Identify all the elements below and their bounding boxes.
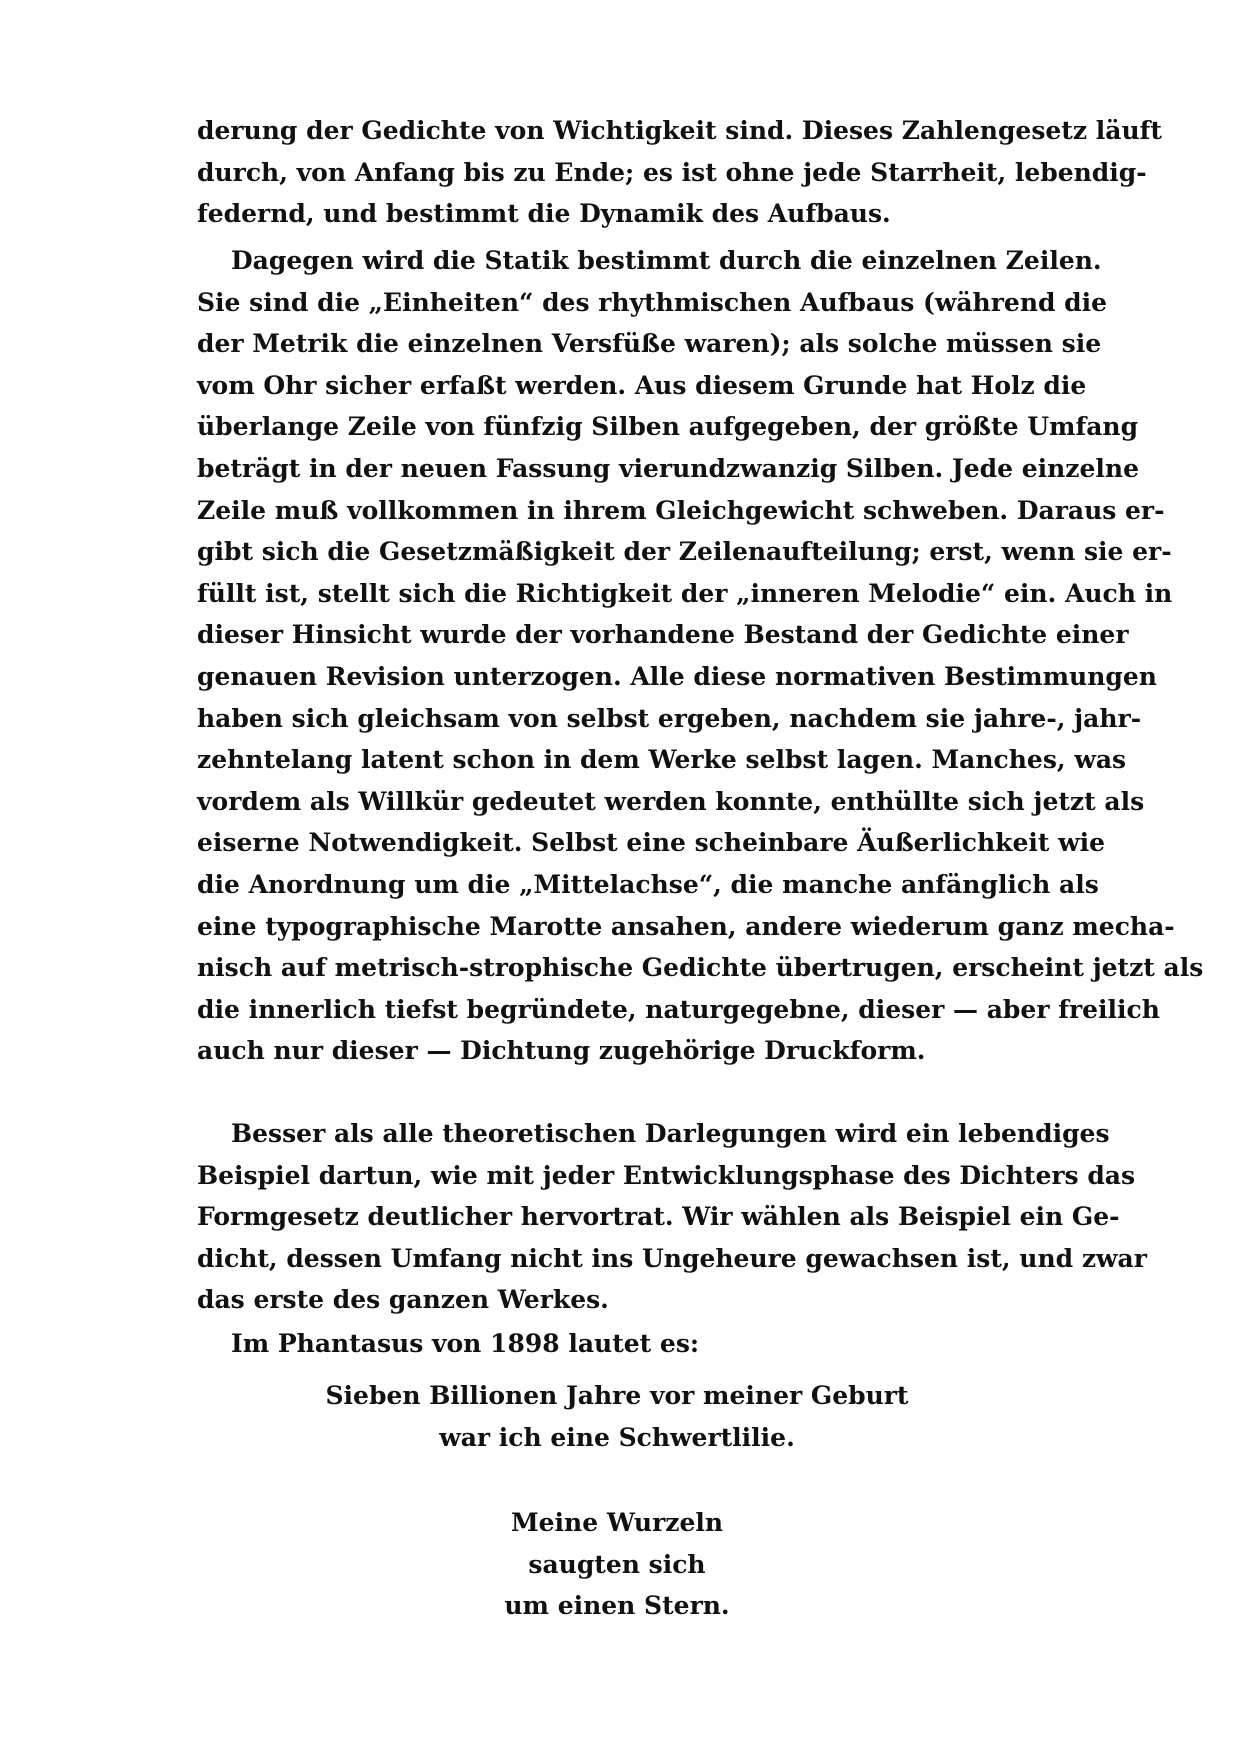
- text-line: nisch auf metrisch-strophische Gedichte übertrugen, erscheint jetzt als: [197, 953, 1204, 983]
- text-line: haben sich gleichsam von selbst ergeben, nachdem sie jahre-, jahr-: [197, 703, 1142, 733]
- text-line: dicht, dessen Umfang nicht ins Ungeheure gewachsen ist, und zwar: [197, 1243, 1147, 1273]
- poem-line: saugten sich: [528, 1549, 706, 1579]
- text-line: der Metrik die einzelnen Versfüße waren); als solche müssen sie: [197, 329, 1102, 359]
- text-line: gibt sich die Gesetzmäßigkeit der Zeilenaufteilung; erst, wenn sie er-: [197, 537, 1172, 567]
- text-line: überlange Zeile von fünfzig Silben aufgegeben, der größte Umfang: [197, 412, 1139, 442]
- poem-stanza-2: [197, 1502, 1037, 1627]
- poem-line: Sieben Billionen Jahre vor meiner Geburt: [325, 1381, 909, 1410]
- text-line: das erste des ganzen Werkes.: [197, 1285, 609, 1315]
- poem-line: war ich eine Schwertlilie.: [439, 1422, 795, 1452]
- text-line: genauen Revision unterzogen. Alle diese normativen Bestimmungen: [197, 661, 1157, 691]
- text-line: Sie sind die „Einheiten“ des rhythmischen Aufbaus (während die: [197, 287, 1108, 317]
- poem-line: um einen Stern.: [504, 1591, 730, 1621]
- poem-stanza-1: [197, 1375, 1037, 1458]
- text-line: füllt ist, stellt sich die Richtigkeit der „inneren Melodie“ ein. Auch in: [197, 578, 1173, 608]
- text-line: auch nur dieser — Dichtung zugehörige Druckform.: [197, 1036, 926, 1066]
- text-line: die innerlich tiefst begründete, naturgegebne, dieser — aber freilich: [197, 994, 1160, 1024]
- text-line: durch, von Anfang bis zu Ende; es ist ohne jede Starrheit, lebendig-: [197, 157, 1147, 187]
- poem-intro: Im Phantasus von 1898 lautet es:: [231, 1329, 700, 1358]
- text-line: zehntelang latent schon in dem Werke selbst lagen. Manches, was: [197, 745, 1127, 775]
- text-line: derung der Gedichte von Wichtigkeit sind. Dieses Zahlengesetz läuft: [197, 116, 1162, 145]
- text-line: Formgesetz deutlicher hervortrat. Wir wählen als Beispiel ein Ge-: [197, 1202, 1120, 1232]
- text-line: beträgt in der neuen Fassung vierundzwanzig Silben. Jede einzelne: [197, 453, 1139, 483]
- paragraph-3: [197, 1113, 1147, 1321]
- text-line: vom Ohr sicher erfaßt werden. Aus diesem Grunde hat Holz die: [197, 370, 1087, 400]
- text-line: die Anordnung um die „Mittelachse“, die manche anfänglich als: [197, 869, 1099, 899]
- paragraph-2: [197, 240, 1204, 1072]
- text-line: vordem als Willkür gedeutet werden konnte, enthüllte sich jetzt als: [197, 786, 1145, 816]
- text-line: federnd, und bestimmt die Dynamik des Aufbaus.: [197, 199, 891, 229]
- paragraph-1: [197, 110, 1162, 235]
- text-line: Besser als alle theoretischen Darlegungen wird ein lebendiges: [231, 1119, 1110, 1148]
- text-line: eiserne Notwendigkeit. Selbst eine scheinbare Äußerlichkeit wie: [197, 828, 1106, 858]
- text-line: Dagegen wird die Statik bestimmt durch die einzelnen Zeilen.: [231, 246, 1102, 275]
- text-line: Zeile muß vollkommen in ihrem Gleichgewicht schweben. Daraus er-: [197, 495, 1165, 525]
- text-line: Beispiel dartun, wie mit jeder Entwicklungsphase des Dichters das: [197, 1160, 1136, 1190]
- text-line: eine typographische Marotte ansahen, andere wiederum ganz mecha-: [197, 911, 1175, 941]
- text-line: dieser Hinsicht wurde der vorhandene Bestand der Gedichte einer: [197, 620, 1129, 650]
- poem-line: Meine Wurzeln: [510, 1508, 724, 1537]
